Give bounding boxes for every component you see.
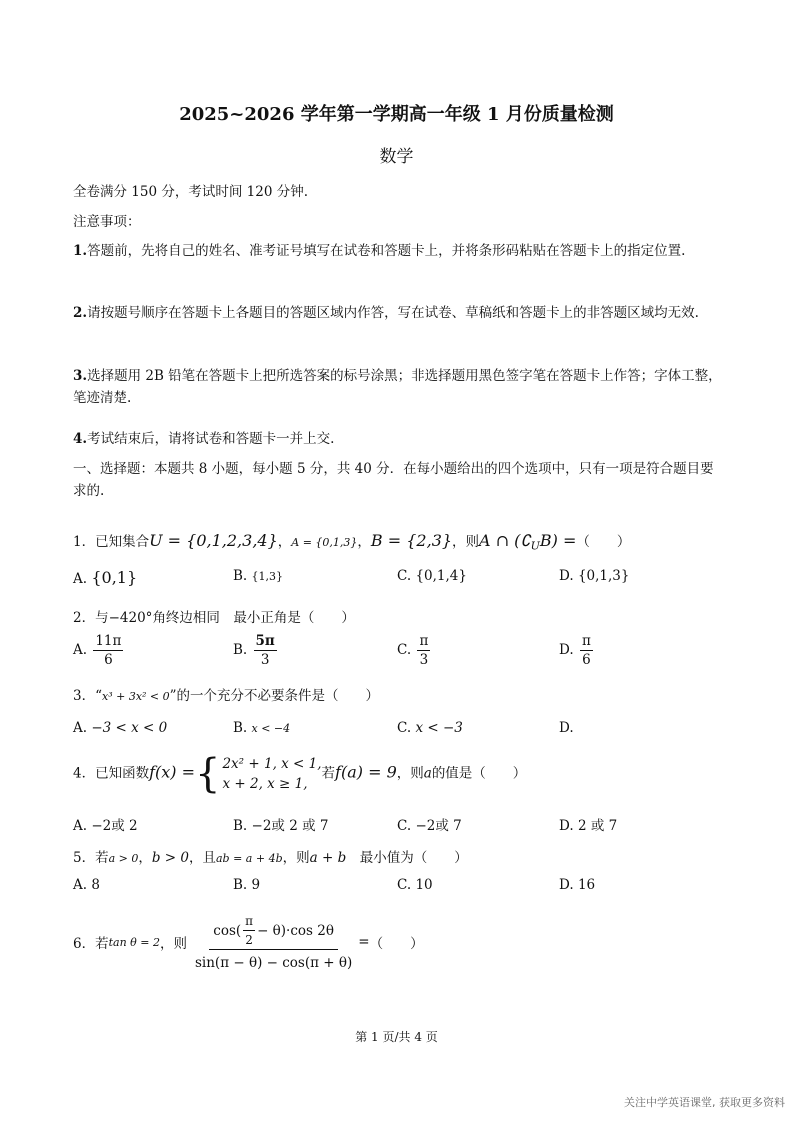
note-number: 4. [73,431,88,447]
fraction-denominator: 6 [104,652,113,668]
stem-text: ”的一个充分不必要条件是（ ） [169,688,380,704]
note-text: 请按题号顺序在答题卡上各题目的答题区域内作答，写在试卷、草稿纸和答题卡上的非答题区域均无效. [87,305,699,321]
option-d [559,814,617,834]
option-c [397,568,467,584]
math-expr: tan θ = 2 [108,935,160,949]
option-label: B. [233,818,248,834]
question-3-stem [73,684,379,704]
fraction-denominator: 3 [419,652,429,668]
option-label: A. [73,877,88,893]
stem-text: ，且 [189,850,216,866]
option-label: D. [559,568,574,584]
option-b [233,720,290,736]
option-label: A. [73,642,88,658]
numerator-part: cos( [213,922,242,939]
option-label: B. [233,720,248,736]
note-text: 答题前，先将自己的姓名、准考证号填写在试卷和答题卡上，并将条形码粘贴在答题卡上的指定位置. [87,243,686,259]
math-expr: f(a) = 9 [335,762,397,782]
note-text: 选择题用 2B 铅笔在答题卡上把所选答案的标号涂黑；非选择题用黑色签字笔在答题卡上作答；字体工整，笔迹清楚. [73,368,722,406]
option-text: 8 [91,877,100,893]
math-sub: U [530,539,540,553]
option-text: −2或 2 [91,818,138,834]
option-label: B. [233,642,248,658]
math-expr: −420° [108,610,153,626]
stem-text: 若 [321,765,336,782]
option-text: 2 或 7 [577,818,618,834]
option-c [397,877,433,893]
equals-sign: = [358,934,370,950]
stem-text: 的值是（ ） [431,765,527,782]
question-1-stem: 1．已知集合U = {0,1,2,3,4}，A = {0,1,3}，B = {2,3}，则A ∩ $(∁_UB)$ =（ ） [73,531,631,553]
stem-text: 4．已知函数 [73,765,150,782]
page-title: 2025~2026 学年第一学期高一年级 1 月份质量检测 [179,104,614,125]
option-text: {1,3} [251,570,284,583]
piece-case: x + 2, x ≥ 1, [222,776,308,792]
stem-text: ，则 [159,936,187,952]
page-number: 第 1 页/共 4 页 [355,1030,438,1044]
stem-text: 最小值为（ ） [346,850,468,866]
stem-text: ， [138,850,152,866]
math-expr: b > 0 [151,850,189,866]
option-b [233,877,260,893]
fraction-numerator: 5π [255,633,275,649]
stem-text: 5．若 [73,850,109,866]
note-number: 3. [73,368,88,384]
math-expr: B) = [539,531,577,550]
note-4 [73,428,723,450]
option-text: −2或 2 或 7 [251,818,329,834]
option-label: D. [559,720,574,736]
math-expr: U = {0,1,2,3,4} [149,531,278,550]
notice-label: 注意事项： [73,214,141,230]
option-text: 16 [577,877,596,893]
note-2 [73,302,723,324]
answer-paren: （ ） [576,534,631,550]
math-expr: A ∩ (∁ [479,531,531,550]
option-label: C. [397,568,412,584]
option-label: C. [397,642,412,658]
math-expr: ab = a + 4b [216,852,283,865]
option-a [73,877,100,893]
piecewise-brace: { 2x² + 1, x < 1, x + 2, x ≥ 1, [195,751,322,797]
option-label: A. [73,720,88,736]
option-label: C. [397,818,412,834]
option-c [397,632,432,669]
numerator-part: − θ)·cos 2θ [257,922,334,939]
option-a [73,720,167,736]
option-text: x < −4 [251,722,291,735]
fraction-numerator: π [581,633,591,649]
section-heading: 一、选择题：本题共 8 小题，每小题 5 分，共 40 分．在每小题给出的四个选项中，只有一项是符合题目要求的. [73,461,714,499]
math-expr: f(x) = [149,762,196,782]
stem-text: 3．“ [73,688,102,704]
option-text: 10 [415,877,433,893]
option-label: B. [233,568,248,584]
stem-text: ，则 [396,765,424,782]
option-c [397,814,462,834]
stem-text: ，则 [282,850,310,866]
fraction-numerator: 11π [95,633,122,649]
option-label: B. [233,877,248,893]
stem-text: 2．与 [73,610,109,626]
option-b [233,814,328,834]
option-b [233,568,283,584]
option-a [73,632,125,669]
question-5-stem [73,846,468,866]
option-label: A. [73,571,88,587]
stem-text: 6．若 [73,936,109,952]
answer-paren: （ ） [369,936,424,952]
option-d [559,632,595,669]
big-fraction [191,912,356,972]
note-3 [73,365,723,409]
option-label: D. [559,818,574,834]
math-expr: a + b [309,850,347,866]
fraction-denominator: 2 [245,933,253,947]
math-expr: A = {0,1,3} [291,536,358,549]
option-text: {0,1} [91,568,138,587]
note-text: 考试结束后，请将试卷和答题卡一并上交. [87,431,335,447]
option-text: {0,1,4} [415,568,467,584]
math-expr: a [423,765,432,782]
stem-text: 角终边相同 最小正角是（ ） [152,610,355,626]
watermark: 关注中学英语课堂, 获取更多资料 [624,1096,785,1109]
option-text: {0,1,3} [577,568,630,584]
option-a [73,568,137,587]
option-label: C. [397,877,412,893]
option-text: 9 [251,877,261,893]
option-text: x < −3 [415,720,463,736]
math-expr: B = {2,3} [370,531,453,550]
option-label: D. [559,642,574,658]
option-text: −3 < x < 0 [91,720,168,736]
question-6-stem [73,912,424,972]
option-label: A. [73,818,88,834]
note-number: 2. [73,305,88,321]
exam-info: 全卷满分 150 分，考试时间 120 分钟. [73,184,308,200]
option-b [233,632,279,669]
option-label: D. [559,877,574,893]
option-c [397,720,463,736]
option-d [559,877,595,893]
piece-case: 2x² + 1, x < 1, [222,756,322,772]
stem-text: 1．已知集合 [73,534,150,550]
note-number: 1. [73,243,88,259]
fraction-denominator: sin(π − θ) − cos(π + θ) [194,955,353,971]
option-a [73,814,138,834]
math-expr: x³ + 3x² < 0 [102,690,170,703]
question-2-stem [73,606,355,626]
fraction-numerator: π [243,912,255,931]
option-d [559,568,629,584]
option-text: −2或 7 [415,818,462,834]
option-d [559,720,574,736]
option-label: C. [397,720,412,736]
subject-title: 数学 [379,147,414,167]
stem-text: ，则 [452,534,480,550]
fraction-denominator: 6 [582,652,591,668]
fraction-denominator: 3 [260,652,270,668]
question-4-stem [73,751,527,797]
note-1 [73,240,723,262]
fraction-numerator: π [419,633,429,649]
math-expr: a > 0 [108,852,139,865]
